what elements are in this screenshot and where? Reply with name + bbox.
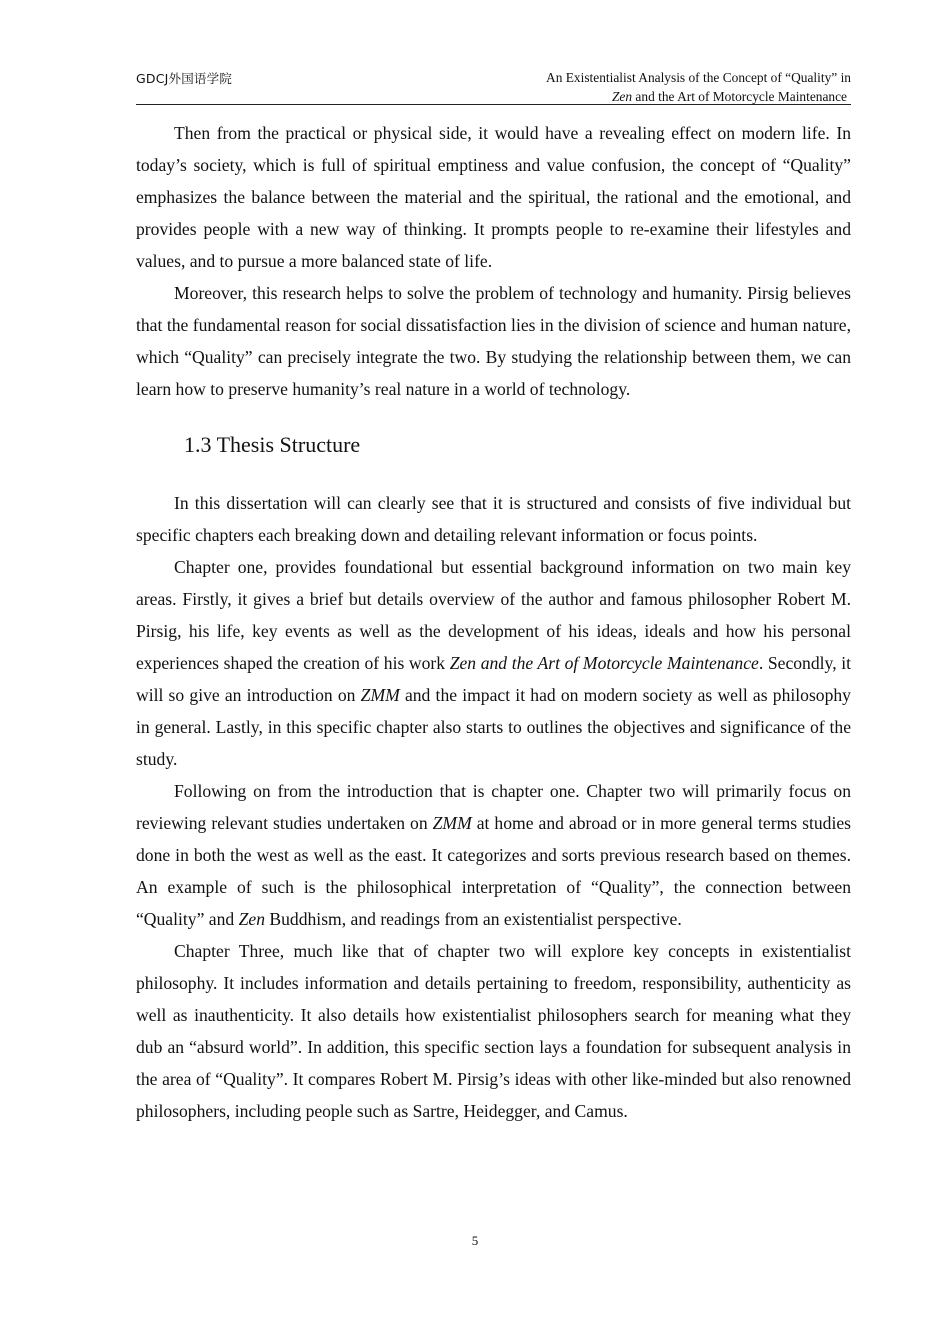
book-abbreviation: ZMM bbox=[360, 685, 400, 705]
paragraph-chapter-three: Chapter Three, much like that of chapter two will explore key concepts in existentialist philosophy. It includes information and details pertaining to freedom, responsibility, authenticity as well as inauthenticity. It also details how existentialist philosophers search for meaning what they dub an “absurd world”. In addition, this specific section lays a foundation for subsequent analysis in the area of “Quality”. It compares Robert M. Pirsig’s ideas with other like-minded but also renowned philosophers, including people such as Sartre, Heidegger, and Camus. bbox=[136, 941, 851, 1121]
text-run: Following on from the introduction that is chapter one. Chapter two will primarily focus on reviewing relevant studies undertaken on bbox=[136, 781, 851, 833]
paragraph-practical-significance: Then from the practical or physical side, it would have a revealing effect on modern life. In today’s society, which is full of spiritual emptiness and value confusion, the concept of “Quality” emphasizes the balance between the material and the spiritual, the rational and the emotional, and provides people with a new way of thinking. It prompts people to re-examine their lifestyles and values, and to pursue a more balanced state of life. bbox=[136, 123, 851, 271]
text-run: . Secondly, it will so give an introduction on bbox=[136, 653, 851, 705]
paragraph-chapter-two bbox=[136, 775, 851, 935]
paragraph-technology-humanity: Moreover, this research helps to solve the problem of technology and humanity. Pirsig believes that the fundamental reason for social dissatisfaction lies in the division of science and human nature, which “Quality” can precisely integrate the two. By studying the relationship between them, we can learn how to preserve humanity’s real nature in a world of technology. bbox=[136, 283, 851, 399]
header-thesis-title bbox=[546, 68, 851, 106]
book-abbreviation: ZMM bbox=[432, 813, 472, 833]
header-title-rest: and the Art of Motorcycle Maintenance bbox=[632, 89, 847, 104]
text-run: Buddhism, and readings from an existentialist perspective. bbox=[264, 909, 682, 929]
text-run: and the impact it had on modern society as well as philosophy in general. Lastly, in this specific chapter also starts to outlines the objectives and significance of the study. bbox=[136, 685, 851, 769]
text-run: at home and abroad or in more general terms studies done in both the west as well as the east. It categorizes and sorts previous research based on themes. An example of such is the philosophical interpretation of “Quality”, the connection between “Quality” and bbox=[136, 813, 851, 929]
section-heading: 1.3 Thesis Structure bbox=[184, 432, 361, 457]
header-institution: GDCJ外国语学院 bbox=[136, 71, 233, 86]
paragraph-structure-intro: In this dissertation will can clearly see that it is structured and consists of five individual but specific chapters each breaking down and detailing relevant information or focus points. bbox=[136, 493, 851, 545]
header-title-line-2 bbox=[546, 87, 851, 106]
page-body bbox=[136, 117, 851, 1127]
header-title-line-1: An Existentialist Analysis of the Concept of “Quality” in bbox=[546, 70, 851, 85]
paragraph-chapter-one bbox=[136, 551, 851, 775]
header-title-italic: Zen bbox=[611, 89, 633, 104]
book-title: Zen and the Art of Motorcycle Maintenance bbox=[449, 653, 759, 673]
page-number: 5 bbox=[471, 1233, 479, 1248]
page-header bbox=[136, 66, 851, 105]
italic-term: Zen bbox=[238, 909, 265, 929]
text-run: Chapter one, provides foundational but essential background information on two main key areas. Firstly, it gives a brief but details overview of the author and famous philosopher Robert M. Pirsig, his life, key events as well as the development of his ideas, ideals and how his personal experiences shaped the creation of his work bbox=[136, 557, 851, 673]
